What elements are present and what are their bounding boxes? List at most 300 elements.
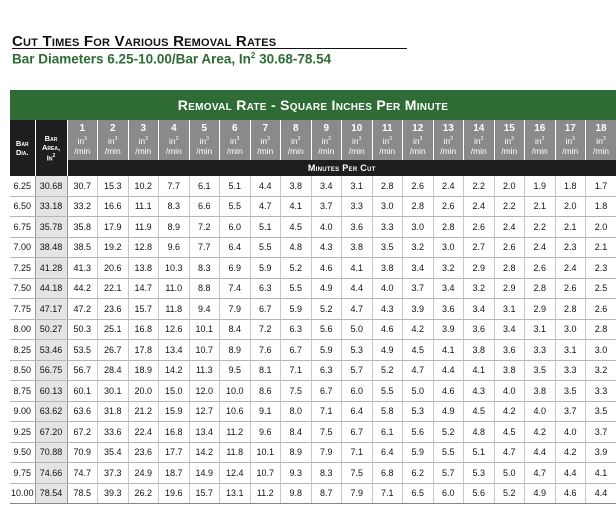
- cut-time-cell: 4.0: [555, 422, 586, 443]
- rate-per-minute: /min: [440, 145, 457, 156]
- cut-time-cell: 7.1: [311, 401, 342, 422]
- cut-time-cell: 2.6: [494, 237, 525, 258]
- cut-time-cell: 2.4: [433, 176, 464, 196]
- table-row: [10, 442, 616, 463]
- cut-times-table: [10, 90, 616, 504]
- cut-time-cell: 3.7: [555, 401, 586, 422]
- cut-time-cell: 2.6: [433, 196, 464, 217]
- rate-value: 18: [595, 123, 607, 135]
- bar-area-cell: 44.18: [35, 278, 67, 299]
- rate-unit: $in^3$: [169, 135, 179, 146]
- bar-diameter-cell: 7.50: [10, 278, 35, 299]
- cut-time-cell: 14.2: [159, 360, 190, 381]
- rate-per-minute: /min: [318, 145, 335, 156]
- cut-time-cell: 5.2: [372, 360, 403, 381]
- bar-diameter-cell: 7.25: [10, 258, 35, 279]
- cut-time-cell: 15.9: [159, 401, 190, 422]
- cut-time-cell: 2.6: [586, 299, 616, 320]
- rate-header-14: [464, 120, 495, 160]
- cut-time-cell: 8.9: [220, 340, 251, 361]
- cut-time-cell: 8.6: [250, 381, 281, 402]
- cut-time-cell: 2.2: [464, 176, 495, 196]
- table-row: [10, 381, 616, 402]
- rate-per-minute: /min: [104, 145, 121, 156]
- cut-time-cell: 3.9: [586, 442, 616, 463]
- cut-time-cell: 5.0: [403, 381, 434, 402]
- table-row: [10, 196, 616, 217]
- cut-time-cell: 41.3: [67, 258, 98, 279]
- rate-unit: $in^3$: [77, 135, 87, 146]
- cut-time-cell: 3.7: [586, 422, 616, 443]
- rate-header-row: [10, 120, 616, 160]
- cut-time-cell: 4.0: [372, 278, 403, 299]
- cut-time-cell: 14.9: [189, 463, 220, 484]
- cut-time-cell: 18.9: [128, 360, 159, 381]
- cut-time-cell: 7.5: [342, 463, 373, 484]
- cut-time-cell: 35.4: [98, 442, 129, 463]
- bar-area-cell: 78.54: [35, 483, 67, 504]
- rate-unit: $in^3$: [108, 135, 118, 146]
- cut-time-cell: 11.2: [220, 422, 251, 443]
- cut-time-cell: 4.5: [281, 217, 312, 238]
- table-row: [10, 463, 616, 484]
- cut-time-cell: 1.8: [555, 176, 586, 196]
- cut-time-cell: 3.0: [433, 237, 464, 258]
- rate-per-minute: /min: [592, 145, 610, 156]
- bar-dia-header: Bar Dia.: [10, 120, 35, 176]
- rate-header-16: [525, 120, 556, 160]
- rate-header-7: [250, 120, 281, 160]
- bar-diameter-cell: 8.75: [10, 381, 35, 402]
- bar-area-cell: 50.27: [35, 319, 67, 340]
- cut-time-cell: 5.8: [372, 401, 403, 422]
- cut-time-cell: 3.8: [494, 360, 525, 381]
- rate-per-minute: /min: [348, 145, 365, 156]
- cut-time-cell: 3.3: [342, 196, 373, 217]
- cut-time-cell: 16.8: [128, 319, 159, 340]
- cut-time-cell: 19.6: [159, 483, 190, 504]
- cut-time-cell: 4.6: [555, 483, 586, 504]
- cut-time-cell: 3.3: [372, 217, 403, 238]
- cut-time-cell: 6.4: [372, 442, 403, 463]
- cut-time-cell: 26.2: [128, 483, 159, 504]
- rate-value: 3: [140, 123, 147, 135]
- cut-time-cell: 3.8: [525, 381, 556, 402]
- cut-time-cell: 2.2: [525, 217, 556, 238]
- cut-time-cell: 3.5: [555, 381, 586, 402]
- cut-time-cell: 9.6: [159, 237, 190, 258]
- cut-time-cell: 8.4: [220, 319, 251, 340]
- cut-time-cell: 2.0: [494, 176, 525, 196]
- cut-time-cell: 4.0: [525, 401, 556, 422]
- bar-area-cell: 60.13: [35, 381, 67, 402]
- cut-time-cell: 3.3: [525, 340, 556, 361]
- cut-time-cell: 6.5: [403, 483, 434, 504]
- bar-area-cell: 74.66: [35, 463, 67, 484]
- cut-time-cell: 3.6: [342, 217, 373, 238]
- cut-time-cell: 8.7: [311, 483, 342, 504]
- cut-time-cell: 2.6: [464, 217, 495, 238]
- bar-area-cell: 53.46: [35, 340, 67, 361]
- rate-value: 10: [351, 123, 363, 135]
- cut-time-cell: 26.7: [98, 340, 129, 361]
- rate-header-9: [311, 120, 342, 160]
- cut-time-cell: 7.1: [372, 483, 403, 504]
- table-row: [10, 360, 616, 381]
- cut-time-cell: 19.2: [98, 237, 129, 258]
- bar-diameter-cell: 8.50: [10, 360, 35, 381]
- cut-time-cell: 3.6: [494, 340, 525, 361]
- cut-time-cell: 4.1: [281, 196, 312, 217]
- rate-value: 16: [534, 123, 546, 135]
- cut-time-cell: 4.6: [372, 319, 403, 340]
- cut-time-cell: 5.9: [403, 442, 434, 463]
- cut-time-cell: 3.9: [403, 299, 434, 320]
- cut-time-cell: 6.9: [220, 258, 251, 279]
- rate-per-minute: /min: [196, 145, 213, 156]
- cut-time-cell: 5.9: [281, 299, 312, 320]
- cut-time-cell: 38.5: [67, 237, 98, 258]
- subtitle-main: Bar Diameters 6.25-10.00/Bar Area, In: [12, 51, 251, 67]
- cut-time-cell: 4.3: [372, 299, 403, 320]
- cut-time-cell: 8.4: [281, 422, 312, 443]
- cut-time-cell: 11.3: [189, 360, 220, 381]
- cut-time-cell: 3.6: [464, 319, 495, 340]
- cut-time-cell: 3.4: [433, 278, 464, 299]
- cut-time-cell: 3.8: [464, 340, 495, 361]
- cut-time-cell: 24.9: [128, 463, 159, 484]
- cut-time-cell: 3.4: [464, 299, 495, 320]
- rate-unit: $in^3$: [382, 135, 392, 146]
- cut-time-cell: 18.7: [159, 463, 190, 484]
- cut-time-cell: 4.3: [311, 237, 342, 258]
- cut-time-cell: 5.5: [220, 196, 251, 217]
- cut-time-cell: 2.9: [464, 258, 495, 279]
- cut-time-cell: 10.3: [159, 258, 190, 279]
- cut-time-cell: 2.3: [586, 258, 616, 279]
- cut-time-cell: 4.9: [311, 278, 342, 299]
- cut-time-cell: 11.1: [128, 196, 159, 217]
- rate-header-18: [586, 120, 616, 160]
- cut-time-cell: 3.2: [586, 360, 616, 381]
- rate-unit: $in^3$: [260, 135, 270, 146]
- cut-time-cell: 30.1: [98, 381, 129, 402]
- cut-time-cell: 6.3: [311, 360, 342, 381]
- cut-time-cell: 4.4: [342, 278, 373, 299]
- cut-time-cell: 2.8: [494, 258, 525, 279]
- bar-diameter-cell: 9.50: [10, 442, 35, 463]
- cut-time-cell: 5.7: [342, 360, 373, 381]
- rate-header-15: [494, 120, 525, 160]
- cut-time-cell: 5.5: [281, 278, 312, 299]
- cut-time-cell: 12.0: [189, 381, 220, 402]
- cut-time-cell: 3.3: [555, 360, 586, 381]
- cut-time-cell: 4.4: [555, 463, 586, 484]
- cut-time-cell: 5.1: [250, 217, 281, 238]
- cut-time-cell: 2.7: [464, 237, 495, 258]
- rate-value: 7: [262, 123, 269, 135]
- cut-time-cell: 3.0: [372, 196, 403, 217]
- cut-time-cell: 8.0: [281, 401, 312, 422]
- rate-value: 9: [323, 123, 330, 135]
- cut-time-cell: 3.8: [281, 176, 312, 196]
- cut-time-cell: 78.5: [67, 483, 98, 504]
- cut-time-cell: 5.2: [311, 299, 342, 320]
- cut-time-cell: 2.4: [464, 196, 495, 217]
- cut-time-cell: 4.2: [403, 319, 434, 340]
- rate-value: 15: [503, 123, 515, 135]
- title-underline: [12, 48, 407, 49]
- removal-rate-banner: Removal Rate - Square Inches Per Minute: [10, 90, 616, 120]
- cut-time-cell: 3.1: [525, 319, 556, 340]
- cut-time-cell: 63.6: [67, 401, 98, 422]
- cut-time-cell: 4.4: [586, 483, 616, 504]
- cut-time-cell: 25.1: [98, 319, 129, 340]
- cut-time-cell: 11.2: [250, 483, 281, 504]
- cut-time-cell: 5.7: [433, 463, 464, 484]
- cut-time-cell: 4.4: [250, 176, 281, 196]
- cut-time-cell: 3.9: [433, 319, 464, 340]
- bar-diameter-cell: 8.00: [10, 319, 35, 340]
- cut-time-cell: 9.5: [220, 360, 251, 381]
- cut-time-cell: 16.6: [98, 196, 129, 217]
- cut-time-cell: 37.3: [98, 463, 129, 484]
- rate-value: 13: [442, 123, 454, 135]
- cut-time-cell: 3.2: [403, 237, 434, 258]
- bar-area-cell: 30.68: [35, 176, 67, 196]
- cut-time-cell: 10.0: [220, 381, 251, 402]
- cut-time-cell: 4.0: [311, 217, 342, 238]
- rate-unit: $in^3$: [199, 135, 209, 146]
- rate-per-minute: /min: [135, 145, 152, 156]
- cut-time-cell: 7.4: [220, 278, 251, 299]
- cut-time-cell: 3.2: [433, 258, 464, 279]
- table-row: [10, 299, 616, 320]
- cut-time-cell: 9.4: [189, 299, 220, 320]
- cut-time-cell: 4.7: [403, 360, 434, 381]
- cut-time-cell: 2.8: [555, 299, 586, 320]
- cut-time-cell: 53.5: [67, 340, 98, 361]
- cut-time-cell: 6.3: [281, 319, 312, 340]
- rate-value: 4: [170, 123, 177, 135]
- cut-time-cell: 4.5: [464, 401, 495, 422]
- cut-time-cell: 9.8: [281, 483, 312, 504]
- cut-time-cell: 2.1: [586, 237, 616, 258]
- rate-unit: $in^3$: [138, 135, 148, 146]
- rate-unit: $in^3$: [504, 135, 514, 146]
- rate-value: 11: [381, 123, 393, 135]
- cut-time-cell: 2.8: [433, 217, 464, 238]
- cut-time-cell: 7.9: [311, 442, 342, 463]
- cut-time-cell: 8.9: [159, 217, 190, 238]
- cut-time-cell: 3.6: [433, 299, 464, 320]
- cut-time-cell: 6.0: [433, 483, 464, 504]
- cut-time-cell: 13.8: [128, 258, 159, 279]
- cut-time-cell: 7.5: [281, 381, 312, 402]
- cut-time-cell: 3.0: [403, 217, 434, 238]
- cut-time-cell: 47.2: [67, 299, 98, 320]
- rate-per-minute: /min: [287, 145, 304, 156]
- cut-time-cell: 4.1: [464, 360, 495, 381]
- cut-time-cell: 21.2: [128, 401, 159, 422]
- cut-time-cell: 3.1: [342, 176, 373, 196]
- cut-time-cell: 28.4: [98, 360, 129, 381]
- cut-time-cell: 5.2: [433, 422, 464, 443]
- cut-time-cell: 12.8: [128, 237, 159, 258]
- rate-header-8: [281, 120, 312, 160]
- bar-area-cell: 63.62: [35, 401, 67, 422]
- cut-time-cell: 10.7: [250, 463, 281, 484]
- cut-time-cell: 3.5: [586, 401, 616, 422]
- document-subtitle: [12, 51, 331, 67]
- cut-time-cell: 9.3: [281, 463, 312, 484]
- cut-time-cell: 74.7: [67, 463, 98, 484]
- cut-time-cell: 2.4: [555, 258, 586, 279]
- rate-header-17: [555, 120, 586, 160]
- rate-per-minute: /min: [226, 145, 243, 156]
- cut-time-cell: 5.0: [342, 319, 373, 340]
- cut-time-cell: 6.4: [220, 237, 251, 258]
- cut-time-cell: 4.3: [464, 381, 495, 402]
- bar-diameter-cell: 10.00: [10, 483, 35, 504]
- cut-time-cell: 4.7: [494, 442, 525, 463]
- cut-time-cell: 56.7: [67, 360, 98, 381]
- cut-time-cell: 4.6: [311, 258, 342, 279]
- cut-time-cell: 10.1: [250, 442, 281, 463]
- bar-area-cell: 35.78: [35, 217, 67, 238]
- cut-time-cell: 5.1: [464, 442, 495, 463]
- cut-time-cell: 4.8: [281, 237, 312, 258]
- rate-header-3: [128, 120, 159, 160]
- cut-time-cell: 11.8: [159, 299, 190, 320]
- cut-time-cell: 20.6: [98, 258, 129, 279]
- subtitle-tail: 30.68-78.54: [255, 51, 332, 67]
- cut-time-cell: 7.2: [250, 319, 281, 340]
- table-row: [10, 319, 616, 340]
- cut-time-cell: 4.7: [525, 463, 556, 484]
- cut-time-cell: 2.8: [586, 319, 616, 340]
- cut-time-cell: 5.5: [433, 442, 464, 463]
- rate-per-minute: /min: [257, 145, 274, 156]
- cut-time-cell: 23.6: [128, 442, 159, 463]
- cut-time-cell: 5.3: [342, 340, 373, 361]
- rate-unit: $in^3$: [474, 135, 484, 146]
- bar-area-cell: 38.48: [35, 237, 67, 258]
- cut-time-cell: 5.6: [403, 422, 434, 443]
- rate-per-minute: /min: [74, 145, 91, 156]
- cut-time-cell: 2.8: [372, 176, 403, 196]
- cut-time-cell: 5.3: [464, 463, 495, 484]
- rate-unit: $in^3$: [321, 135, 331, 146]
- cut-time-cell: 7.7: [189, 237, 220, 258]
- cut-time-cell: 17.9: [98, 217, 129, 238]
- cut-time-cell: 3.8: [342, 237, 373, 258]
- cut-time-cell: 5.5: [250, 237, 281, 258]
- cut-time-cell: 3.4: [311, 176, 342, 196]
- table-row: [10, 258, 616, 279]
- bar-diameter-cell: 9.75: [10, 463, 35, 484]
- bar-area-cell: 56.75: [35, 360, 67, 381]
- cut-time-cell: 4.2: [555, 442, 586, 463]
- cut-time-cell: 31.8: [98, 401, 129, 422]
- cut-time-cell: 13.4: [189, 422, 220, 443]
- cut-time-cell: 2.6: [525, 258, 556, 279]
- cut-time-cell: 6.8: [372, 463, 403, 484]
- cut-time-cell: 4.9: [433, 401, 464, 422]
- rate-per-minute: /min: [470, 145, 487, 156]
- cut-time-cell: 2.6: [555, 278, 586, 299]
- cut-time-cell: 11.0: [159, 278, 190, 299]
- bar-area-cell: 67.20: [35, 422, 67, 443]
- cut-time-cell: 2.1: [555, 217, 586, 238]
- cut-time-cell: 10.2: [128, 176, 159, 196]
- cut-time-cell: 4.9: [372, 340, 403, 361]
- cut-time-cell: 2.0: [586, 217, 616, 238]
- bar-area-cell: 70.88: [35, 442, 67, 463]
- cut-time-cell: 5.3: [403, 401, 434, 422]
- cut-time-cell: 5.9: [250, 258, 281, 279]
- cut-time-cell: 33.6: [98, 422, 129, 443]
- minutes-per-cut-row: [10, 160, 616, 176]
- cut-time-cell: 4.1: [342, 258, 373, 279]
- bar-diameter-cell: 6.50: [10, 196, 35, 217]
- cut-time-cell: 9.1: [250, 401, 281, 422]
- cut-time-cell: 6.7: [250, 299, 281, 320]
- rate-unit: $in^3$: [596, 135, 606, 146]
- cut-time-cell: 12.6: [159, 319, 190, 340]
- cut-time-cell: 2.2: [494, 196, 525, 217]
- cut-time-cell: 2.5: [586, 278, 616, 299]
- rate-value: 8: [292, 123, 299, 135]
- cut-time-cell: 3.4: [494, 319, 525, 340]
- cut-time-cell: 9.6: [250, 422, 281, 443]
- bar-diameter-cell: 9.00: [10, 401, 35, 422]
- cut-time-cell: 12.4: [220, 463, 251, 484]
- cut-time-cell: 3.0: [586, 340, 616, 361]
- table-row: [10, 340, 616, 361]
- cut-time-cell: 5.9: [311, 340, 342, 361]
- bar-diameter-cell: 8.25: [10, 340, 35, 361]
- cut-time-cell: 7.2: [189, 217, 220, 238]
- cut-time-cell: 15.7: [128, 299, 159, 320]
- rate-per-minute: /min: [379, 145, 396, 156]
- rate-value: 2: [109, 123, 116, 135]
- rate-header-13: [433, 120, 464, 160]
- cut-time-cell: 15.7: [189, 483, 220, 504]
- cut-time-cell: 6.6: [189, 196, 220, 217]
- cut-time-cell: 4.4: [433, 360, 464, 381]
- cut-time-cell: 2.9: [494, 278, 525, 299]
- cut-time-cell: 33.2: [67, 196, 98, 217]
- cut-time-cell: 3.1: [555, 340, 586, 361]
- cut-time-cell: 10.6: [220, 401, 251, 422]
- cut-time-cell: 6.0: [342, 381, 373, 402]
- cut-time-cell: 2.0: [555, 196, 586, 217]
- cut-time-cell: 13.4: [159, 340, 190, 361]
- cut-time-cell: 67.2: [67, 422, 98, 443]
- cut-time-cell: 3.5: [525, 360, 556, 381]
- cut-time-cell: 39.3: [98, 483, 129, 504]
- cut-time-cell: 2.4: [525, 237, 556, 258]
- cut-time-cell: 12.7: [189, 401, 220, 422]
- rate-unit: $in^3$: [352, 135, 362, 146]
- rate-value: 14: [473, 123, 485, 135]
- rate-unit: $in^3$: [443, 135, 453, 146]
- cut-time-cell: 35.8: [67, 217, 98, 238]
- rate-header-6: [220, 120, 251, 160]
- rate-header-2: [98, 120, 129, 160]
- cut-time-cell: 8.1: [250, 360, 281, 381]
